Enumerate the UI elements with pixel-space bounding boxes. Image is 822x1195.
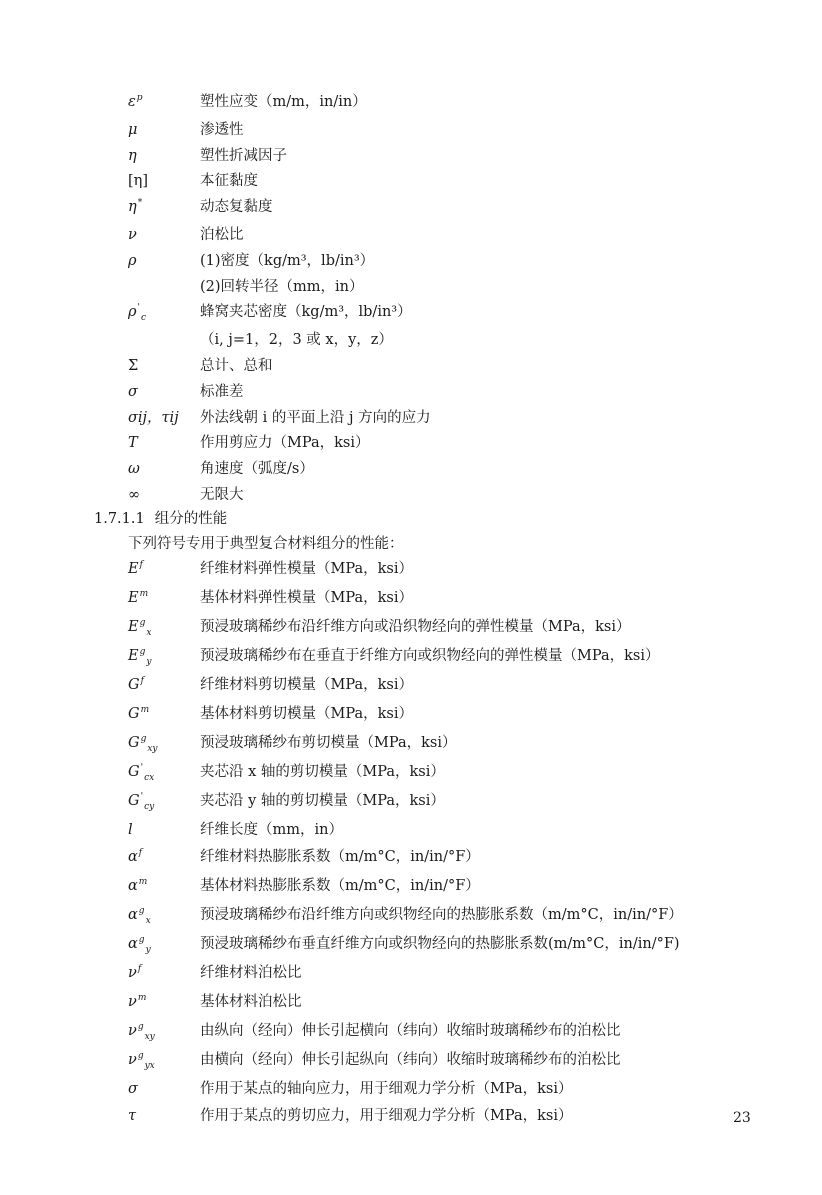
symbol-row — [128, 198, 768, 218]
symbol-base: l — [128, 822, 133, 838]
symbol-row — [128, 935, 768, 955]
symbol-row — [128, 357, 768, 375]
symbol-row — [128, 647, 768, 667]
symbol — [128, 1051, 200, 1071]
symbol-subscript: c — [141, 313, 147, 324]
symbol-description: 塑性折减因子 — [200, 147, 287, 164]
symbol-row — [128, 993, 768, 1013]
symbol-superscript: g — [140, 734, 147, 744]
section-intro: 下列符号专用于典型复合材料组分的性能： — [128, 536, 404, 552]
symbol — [128, 589, 200, 609]
symbol-base: σij，τij — [128, 409, 179, 426]
symbol-superscript: m — [137, 993, 147, 1003]
symbol — [128, 357, 200, 375]
symbol-base: ν — [128, 965, 137, 981]
symbol-superscript: ' — [140, 792, 144, 802]
symbol — [128, 486, 200, 504]
symbol-description: 预浸玻璃稀纱布在垂直于纤维方向或织物经向的弹性模量（MPa，ksi） — [200, 648, 660, 664]
symbol-description: 基体材料剪切模量（MPa，ksi） — [200, 706, 413, 722]
symbol-base: η — [128, 147, 137, 164]
symbol-subscript: cx — [144, 773, 155, 783]
symbol-description: 标准差 — [200, 383, 244, 400]
symbol-base: E — [128, 561, 139, 577]
symbol-base: G — [128, 764, 140, 780]
symbol-row — [128, 906, 768, 926]
symbol — [128, 121, 200, 139]
symbol — [128, 734, 200, 754]
symbol-description: 作用剪应力（MPa，ksi） — [200, 435, 370, 452]
symbol-base: ρ — [128, 252, 137, 269]
symbol-row — [128, 252, 768, 270]
symbol-base: ε — [128, 94, 136, 110]
symbol — [128, 560, 200, 580]
symbol — [128, 434, 200, 452]
symbol-row — [128, 93, 768, 113]
symbol — [128, 147, 200, 165]
symbol-description: 基体材料泊松比 — [200, 994, 302, 1010]
symbol-superscript: f — [139, 560, 143, 570]
symbol-row — [128, 618, 768, 638]
symbol-base: G — [128, 706, 140, 722]
symbol-row — [128, 278, 768, 296]
symbol-base: G — [128, 793, 140, 809]
symbol-row — [128, 1022, 768, 1042]
symbol-description: 纤维材料热膨胀系数（m/m°C，in/in/°F） — [200, 849, 480, 865]
symbol-base: σ — [128, 383, 138, 400]
symbol-description: 纤维材料弹性模量（MPa，ksi） — [200, 561, 413, 577]
symbol-description: 动态复黏度 — [200, 199, 273, 216]
symbol — [128, 705, 200, 725]
symbol-subscript: yx — [144, 1061, 155, 1071]
symbol — [128, 964, 200, 984]
symbol-list-constituents — [128, 560, 768, 1134]
symbol-superscript: g — [139, 647, 146, 657]
symbol-superscript: m — [138, 877, 148, 887]
symbol-row — [128, 734, 768, 754]
symbol-superscript: g — [138, 906, 145, 916]
symbol-description: 预浸玻璃稀纱布剪切模量（MPa，ksi） — [200, 735, 457, 751]
symbol — [128, 1107, 200, 1125]
symbol-subscript: x — [146, 628, 152, 638]
symbol-base: τ — [128, 1108, 137, 1124]
symbol-row — [128, 1080, 768, 1098]
symbol-row — [128, 877, 768, 897]
symbol-base: E — [128, 648, 139, 664]
symbol — [128, 993, 200, 1013]
section-number: 1.7.1.1 — [94, 511, 145, 527]
symbol-description: 渗透性 — [200, 121, 244, 138]
symbol-base: E — [128, 590, 139, 606]
symbol-base: α — [128, 849, 138, 865]
symbol-row — [128, 383, 768, 401]
symbol-description: 作用于某点的剪切应力，用于细观力学分析（MPa，ksi） — [200, 1108, 573, 1124]
symbol-superscript: ' — [140, 763, 144, 773]
symbol-base: η — [128, 199, 137, 216]
symbol — [128, 226, 200, 244]
symbol-superscript: g — [137, 1051, 144, 1061]
symbol — [128, 460, 200, 478]
symbol-description: 纤维材料泊松比 — [200, 965, 302, 981]
symbol-base: E — [128, 619, 139, 635]
section-title: 组分的性能 — [154, 511, 228, 527]
symbol-superscript: g — [138, 935, 145, 945]
symbol-list-general — [128, 93, 768, 512]
symbol-description: 夹芯沿 x 轴的剪切模量（MPa，ksi） — [200, 764, 445, 780]
symbol — [128, 1022, 200, 1042]
symbol-row — [128, 589, 768, 609]
symbol-base: α — [128, 907, 138, 923]
symbol — [128, 906, 200, 926]
symbol — [128, 877, 200, 897]
symbol-base: ω — [128, 461, 140, 478]
symbol-subscript: y — [146, 657, 152, 667]
symbol-base: α — [128, 878, 138, 894]
symbol-base: [η] — [128, 173, 149, 190]
symbol-base: ν — [128, 994, 137, 1010]
symbol-base: ν — [128, 1052, 137, 1068]
symbol-description: 无限大 — [200, 486, 244, 503]
symbol-base: G — [128, 677, 140, 693]
symbol-base: ν — [128, 1023, 137, 1039]
symbol-row — [128, 705, 768, 725]
symbol-base: ρ — [128, 304, 137, 321]
symbol-base: σ — [128, 1081, 138, 1097]
symbol — [128, 1080, 200, 1098]
symbol-description: 纤维材料剪切模量（MPa，ksi） — [200, 677, 413, 693]
symbol-superscript: g — [137, 1022, 144, 1032]
symbol-description: 本征黏度 — [200, 173, 258, 190]
symbol-row — [128, 172, 768, 190]
symbol-subscript: y — [145, 945, 151, 955]
symbol-description: 由横向（经向）伸长引起纵向（纬向）收缩时玻璃稀纱布的泊松比 — [200, 1052, 621, 1068]
symbol — [128, 198, 200, 218]
symbol-description: 角速度（弧度/s） — [200, 461, 314, 478]
symbol-row — [128, 848, 768, 868]
page-number: 23 — [733, 1110, 751, 1126]
symbol-description: （i, j=1，2，3 或 x，y，z） — [200, 332, 393, 349]
symbol-description: 纤维长度（mm，in） — [200, 822, 343, 838]
symbol-description: (2)回转半径（mm，in） — [200, 278, 364, 295]
symbol-row — [128, 226, 768, 244]
symbol — [128, 792, 200, 812]
symbol-description: 基体材料热膨胀系数（m/m°C，in/in/°F） — [200, 878, 480, 894]
symbol-description: (1)密度（kg/m³，lb/in³） — [200, 252, 375, 269]
symbol-base: α — [128, 936, 138, 952]
symbol — [128, 409, 200, 427]
symbol-description: 由纵向（经向）伸长引起横向（纬向）收缩时玻璃稀纱布的泊松比 — [200, 1023, 621, 1039]
symbol-description: 预浸玻璃稀纱布垂直纤维方向或织物经向的热膨胀系数(m/m°C，in/in/°F) — [200, 936, 680, 952]
symbol-subscript: xy — [144, 1032, 155, 1042]
symbol — [128, 821, 200, 839]
symbol — [128, 647, 200, 667]
symbol-row — [128, 303, 768, 323]
symbol-base: μ — [128, 121, 138, 138]
symbol-base: T — [128, 435, 138, 452]
symbol — [128, 935, 200, 955]
symbol-row — [128, 121, 768, 139]
symbol-row — [128, 331, 768, 349]
symbol-superscript: f — [138, 848, 143, 858]
symbol-row — [128, 460, 768, 478]
symbol-base: ν — [128, 226, 137, 243]
symbol-description: 泊松比 — [200, 226, 244, 243]
symbol-base: ∞ — [128, 486, 141, 503]
symbol-description: 基体材料弹性模量（MPa，ksi） — [200, 590, 413, 606]
symbol — [128, 172, 200, 190]
symbol-row — [128, 409, 768, 427]
symbol — [128, 93, 200, 113]
symbol-description: 预浸玻璃稀纱布沿纤维方向或织物经向的热膨胀系数（m/m°C，in/in/°F） — [200, 907, 683, 923]
symbol-subscript: cy — [144, 802, 155, 812]
symbol-description: 总计、总和 — [200, 357, 273, 374]
symbol-description: 作用于某点的轴向应力，用于细观力学分析（MPa，ksi） — [200, 1081, 573, 1097]
symbol — [128, 618, 200, 638]
symbol-superscript: ' — [137, 303, 141, 314]
symbol-row — [128, 676, 768, 696]
symbol-base: Σ — [128, 357, 139, 374]
symbol — [128, 763, 200, 783]
symbol-row — [128, 964, 768, 984]
symbol-description: 蜂窝夹芯密度（kg/m³，lb/in³） — [200, 304, 412, 321]
symbol-description: 夹芯沿 y 轴的剪切模量（MPa，ksi） — [200, 793, 445, 809]
symbol-superscript: * — [137, 198, 143, 209]
symbol-superscript: p — [136, 93, 143, 103]
symbol — [128, 303, 200, 323]
symbol — [128, 848, 200, 868]
symbol-superscript: f — [137, 964, 142, 974]
symbol-row — [128, 792, 768, 812]
symbol-superscript: m — [140, 705, 150, 715]
symbol-description: 预浸玻璃稀纱布沿纤维方向或沿织物经向的弹性模量（MPa，ksi） — [200, 619, 631, 635]
symbol-row — [128, 486, 768, 504]
symbol-subscript: xy — [147, 744, 158, 754]
symbol-description: 外法线朝 i 的平面上沿 j 方向的应力 — [200, 409, 431, 426]
symbol-row — [128, 821, 768, 839]
symbol-row — [128, 1107, 768, 1125]
symbol-base: G — [128, 735, 140, 751]
symbol-superscript: m — [139, 589, 149, 599]
symbol-superscript: f — [140, 676, 144, 686]
symbol-row — [128, 560, 768, 580]
symbol-row — [128, 147, 768, 165]
symbol-row — [128, 1051, 768, 1071]
section-heading — [94, 510, 237, 528]
symbol — [128, 383, 200, 401]
symbol — [128, 252, 200, 270]
symbol-description: 塑性应变（m/m，in/in） — [200, 94, 367, 110]
symbol-row — [128, 434, 768, 452]
symbol-row — [128, 763, 768, 783]
symbol — [128, 676, 200, 696]
symbol-superscript: g — [139, 618, 146, 628]
symbol-subscript: x — [145, 916, 151, 926]
